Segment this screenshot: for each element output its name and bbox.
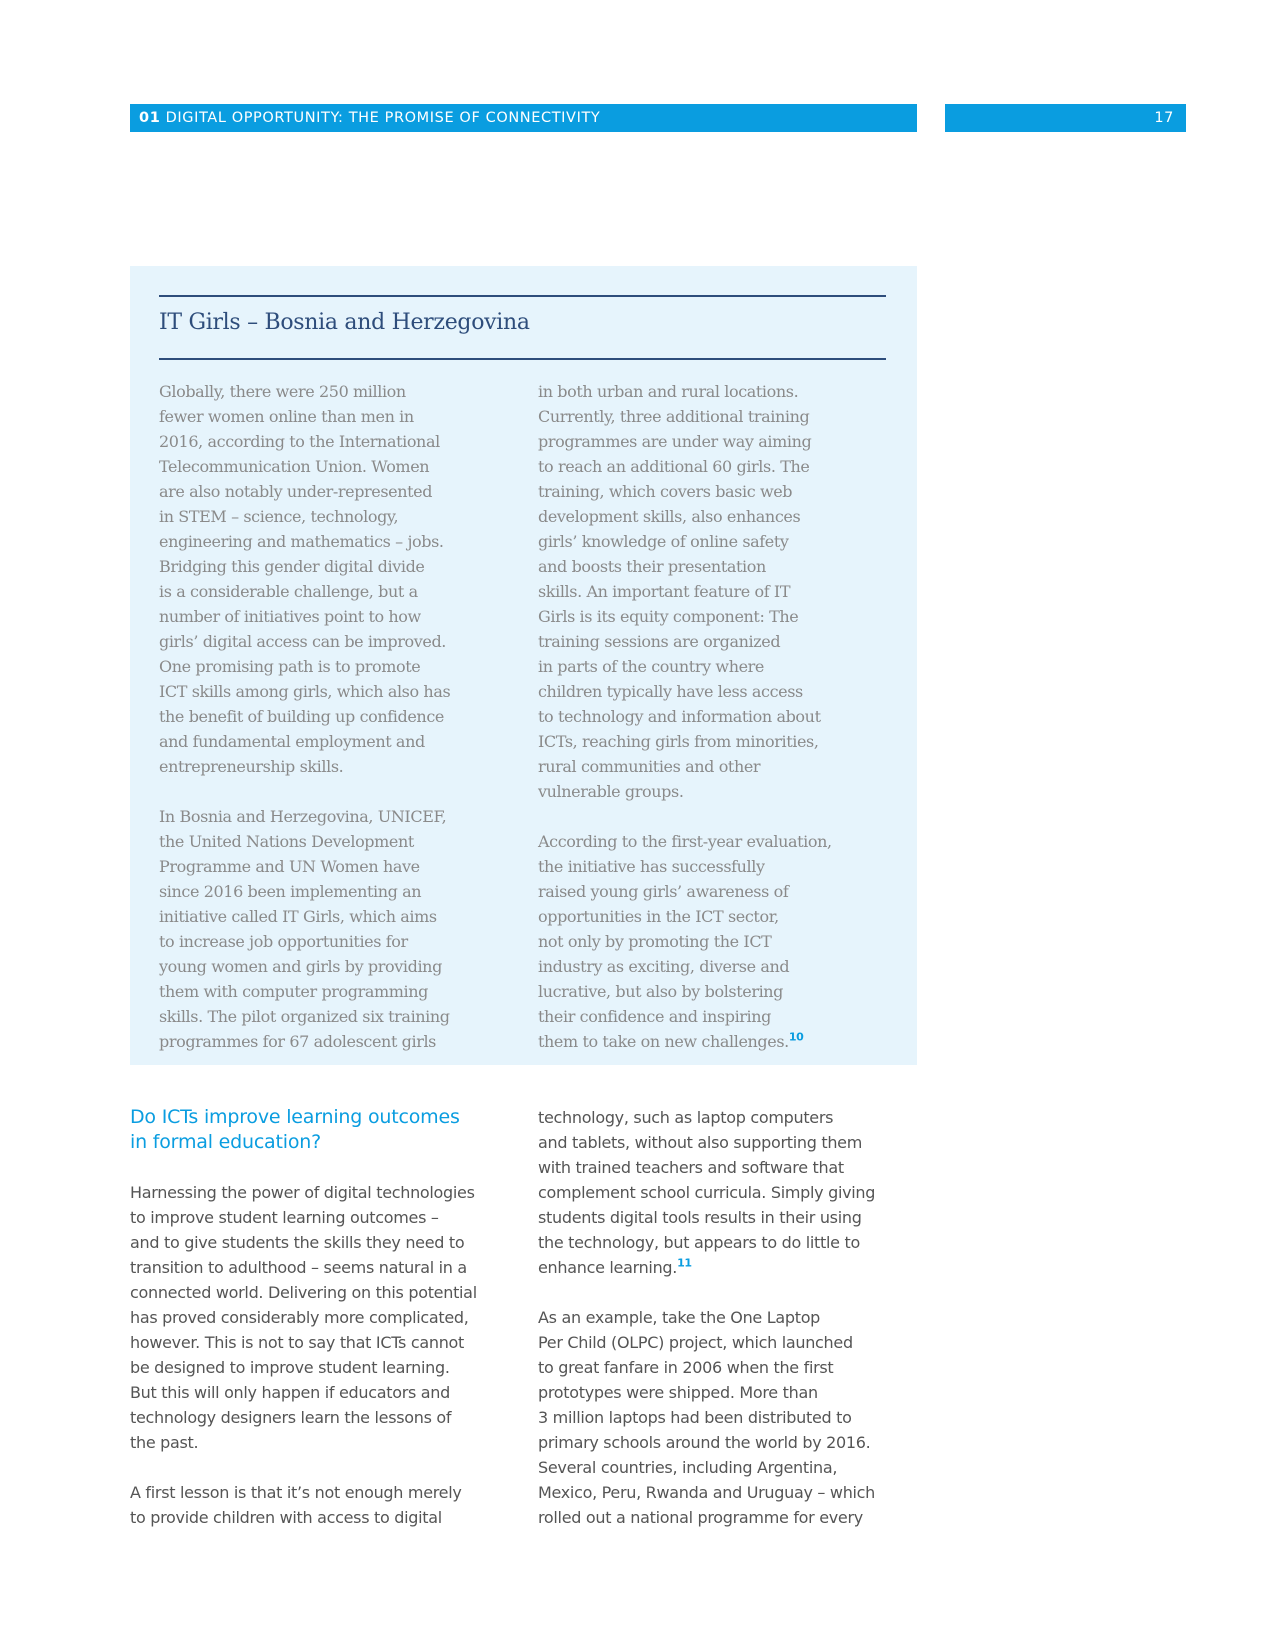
body-paragraph: Harnessing the power of digital technologies to improve student learning outcomes – and to give students the skills they need to transition to adulthood – seems natural in a connected world. Delivering on this potential has proved considerably more complicated, however. This is not to say that ICTs cannot be designed to improve student learning. But this will only happen if educators and technology designers learn the lessons of the past.	[130, 1183, 477, 1452]
page-number-bar	[945, 104, 1186, 132]
body-paragraph: As an example, take the One Laptop Per Child (OLPC) project, which launched to great fanfare in 2006 when the first prototypes were shipped. More than 3 million laptops had been distributed to primary schools around the world by 2016. Several countries, including Argentina, Mexico, Peru, Rwanda and Uruguay – which rolled out a national programme for every	[538, 1308, 876, 1527]
body-column-right	[538, 1105, 928, 1530]
case-study-box	[130, 266, 917, 1065]
box-paragraph: in both urban and rural locations. Currently, three additional training programmes are under way aiming to reach an additional 60 girls. The training, which covers basic web development skills, also enhances girls’ knowledge of online safety and boosts their presentation skills. An important feature of IT Girls is its equity component: The training sessions are organized in parts of the country where children typically have less access to technology and information about ICTs, reaching girls from minorities, rural communities and other vulnerable groups.	[538, 382, 821, 801]
chapter-title: DIGITAL OPPORTUNITY: THE PROMISE OF CONNECTIVITY	[165, 110, 601, 126]
page-number: 17	[1154, 110, 1174, 126]
footnote-marker: 11	[677, 1256, 692, 1270]
box-column-left	[159, 379, 519, 1054]
box-paragraph: According to the first-year evaluation, the initiative has successfully raised young girls’ awareness of opportunities in the ICT sector, not only by promoting the ICT industry as exciting, diverse and lucrative, but also by bolstering their confidence and inspiring them to take on new challenges.	[538, 832, 832, 1051]
body-paragraph: A first lesson is that it’s not enough merely to provide children with access to digital	[130, 1483, 462, 1527]
box-title: IT Girls – Bosnia and Herzegovina	[159, 310, 530, 335]
body-column-left	[130, 1180, 520, 1530]
box-title-rule	[159, 358, 886, 360]
box-top-rule	[159, 295, 886, 297]
footnote-marker: 10	[788, 1030, 804, 1044]
body-paragraph: technology, such as laptop computers and tablets, without also supporting them with trained teachers and software that complement school curricula. Simply giving students digital tools results in their using the technology, but appears to do little to enhance learning.	[538, 1108, 876, 1277]
chapter-header	[130, 104, 917, 132]
box-paragraph: In Bosnia and Herzegovina, UNICEF, the United Nations Development Programme and UN Women have since 2016 been implementing an initiative called IT Girls, which aims to increase job opportunities for young women and girls by providing them with computer programming skills. The pilot organized six training programmes for 67 adolescent girls	[159, 807, 450, 1051]
section-heading: Do ICTs improve learning outcomes in formal education?	[130, 1106, 460, 1153]
box-column-right	[538, 379, 908, 1054]
chapter-number: 01	[139, 110, 161, 126]
box-paragraph: Globally, there were 250 million fewer women online than men in 2016, according to the International Telecommunication Union. Women are also notably under-represented in STEM – science, technology, engineering and mathematics – jobs. Bridging this gender digital divide is a considerable challenge, but a number of initiatives point to how girls’ digital access can be improved. One promising path is to promote ICT skills among girls, which also has the benefit of building up confidence and fundamental employment and entrepreneurship skills.	[159, 382, 451, 776]
